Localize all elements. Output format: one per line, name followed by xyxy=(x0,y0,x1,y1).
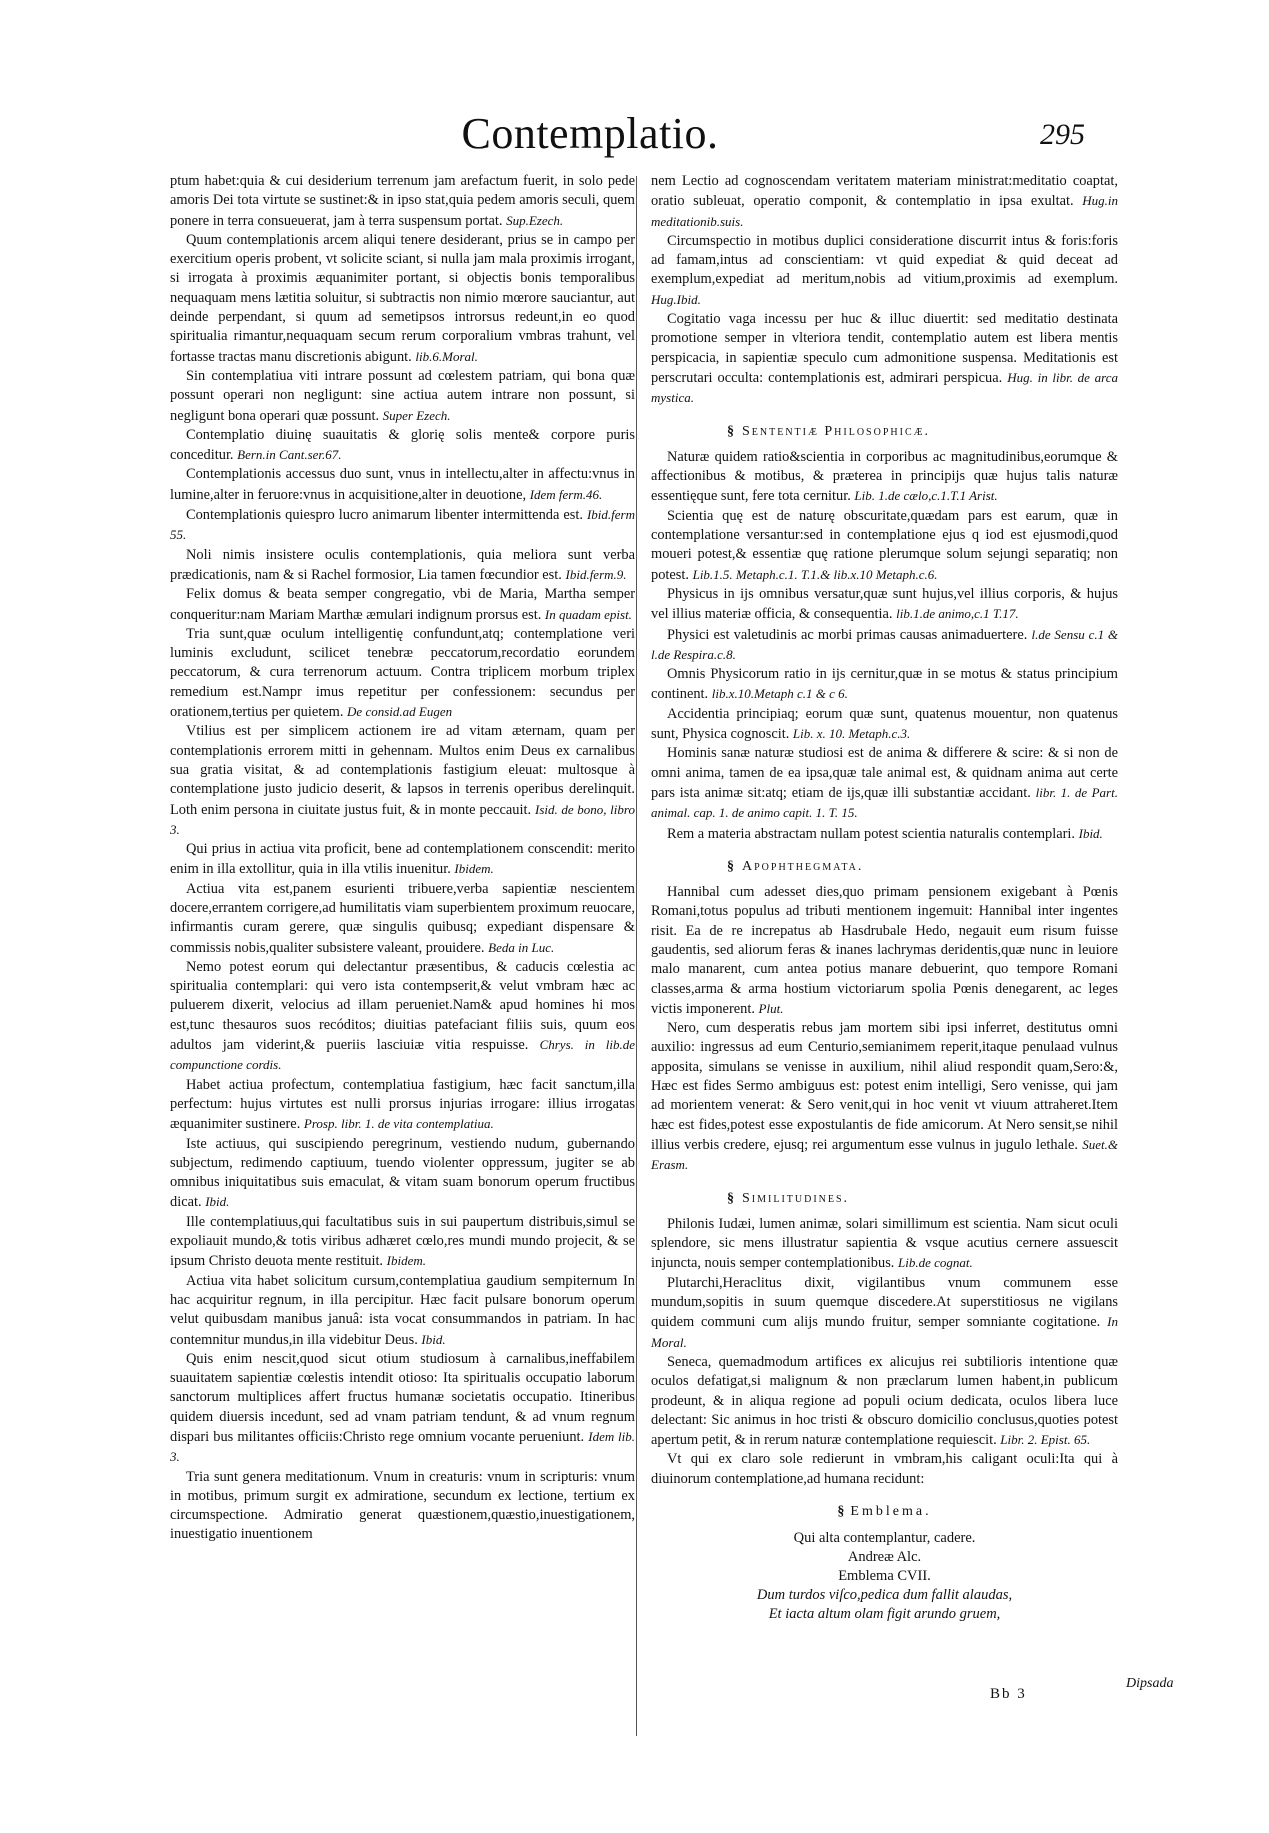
citation: Ibid. xyxy=(421,1331,446,1347)
section-mark-icon: § xyxy=(727,423,734,439)
paragraph-text: Vt qui ex claro sole redierunt in vmbram,his caligant oculi:Ita qui à diuinorum contemplatione,ad humana recidunt: xyxy=(651,1451,1118,1487)
citation: Ibid. xyxy=(1078,825,1103,841)
section xyxy=(651,857,1118,1176)
paragraph xyxy=(651,1274,1118,1353)
paragraph xyxy=(170,1135,635,1213)
citation: Ibid.ferm 55. xyxy=(170,507,635,543)
paragraph xyxy=(651,232,1118,310)
paragraph-text: Noli nimis insistere oculis contemplationis, quia meliora sunt verba prædicationis, nam & si Rachel formosior, Lia tamen fœcundior est. xyxy=(170,546,635,583)
citation: Ibid. xyxy=(205,1194,230,1210)
citation: In quadam epist. xyxy=(544,606,632,622)
section-mark-icon: § xyxy=(727,1190,734,1206)
citation: Suet.& Erasm. xyxy=(651,1136,1118,1173)
paragraph-text: Qui prius in actiua vita proficit, bene ad contemplationem conscendit: merito enim in illa extollitur, quia in illa vtilis inuenitur. xyxy=(170,841,635,878)
citation: libr. 1. de Part. animal. cap. 1. de animo capit. 1. T. 15. xyxy=(651,784,1118,821)
paragraph-text: Quis enim nescit,quod sicut otium studiosum à carnalibus,ineffabilem suauitatem sapientiæ cœlestis intendit otioso: Ita spiritualis occupatio laborum sanctorum multiplices affert fructus humanæ societatis occupatio. Itineribus quidem diuersis incedunt, sed ad vnam patriam tendunt, & ad vnum regnum dispari bus militantes officiis:Christo rege omnium vocante perueniunt. xyxy=(170,1350,635,1445)
paragraph xyxy=(651,1450,1118,1489)
citation: lib.x.10.Metaph c.1 & c 6. xyxy=(711,686,848,702)
paragraph-text: Accidentia principiaq; eorum quæ sunt, quatenus mouentur, non quatenus sunt, Physica cognoscit. xyxy=(651,705,1118,743)
paragraph-text: Physicus in ijs omnibus versatur,quæ sunt hujus,vel illius corporis, & hujus vel illius materiæ officia, & consequentia. xyxy=(651,585,1118,623)
paragraph xyxy=(170,1350,635,1468)
citation: De consid.ad Eugen xyxy=(347,704,453,720)
citation: Chrys. in lib.de compunctione cordis. xyxy=(170,1037,635,1073)
paragraph-text: Vtilius est per simplicem actionem ire ad vitam æternam, quam per contemplationis errorem mitti in gehennam. Multos enim Deus ex carnalibus sua gratia visitat, & ad contemplationis fastigium eleuat: multosque à contemplatione justo judicio deserit, & lapsos in terrenis operibus derelinquit. Loth enim persona in ciuitate justus fuit, & in monte peccauit. xyxy=(170,723,635,818)
section-heading xyxy=(651,857,1118,876)
paragraph-text: Iste actiuus, qui suscipiendo peregrinum, vestiendo nudum, gubernando subjectum, redimendo captiuum, tuendo violenter oppressum, jugiter se ab omnibus iniquitatibus suis emaculat, & vitam suam bonorum operum fructibus dicat. xyxy=(170,1135,635,1211)
citation: Beda in Luc. xyxy=(488,939,555,955)
emblem-heading xyxy=(651,1502,1118,1521)
paragraph xyxy=(170,958,635,1076)
paragraph-text: Tria sunt genera meditationum. Vnum in creaturis: vnum in scripturis: vnum in motibus, primum surgit ex admiratione, secundum ex lectione, tertium ex circumspectione. Admiratio generat quæstionem,quæstio,inuestigationem, inuestigatio inuentionem xyxy=(170,1468,635,1543)
section-heading xyxy=(651,1189,1118,1208)
section xyxy=(651,422,1118,844)
paragraph-text: Hominis sanæ naturæ studiosi est de anima & differere & scire: & si non de omni anima, tamen de ea ipsa,quæ tale animal est, & quidnam anima aut certe pars ista animæ sit:atq; etiam de ijs,quæ illi substantiæ accidant. xyxy=(651,745,1118,801)
paragraph xyxy=(651,1215,1118,1274)
paragraph-text: Rem a materia abstractam nullam potest scientia naturalis contemplari. xyxy=(667,825,1075,842)
paragraph xyxy=(170,1468,635,1545)
section-mark-icon: § xyxy=(727,858,734,874)
citation: Lib. 1.de cælo,c.1.T.1 Arist. xyxy=(854,488,998,504)
paragraph xyxy=(651,1353,1118,1450)
paragraph-text: Cogitatio vaga incessu per huc & illuc diuertit: sed meditatio destinata promotione semper in vlteriora tendit, contemplatio autem est libera mentis perspicacia, in sapientiæ speculo cum admonitione suspensa. Meditationis est perscrutari occulta: contemplationis est, admirari perspicua. xyxy=(651,311,1118,386)
paragraph xyxy=(170,172,635,231)
paragraph xyxy=(651,625,1118,666)
paragraph xyxy=(651,310,1118,408)
citation: In Moral. xyxy=(651,1314,1118,1350)
paragraph xyxy=(651,1019,1118,1175)
paragraph xyxy=(170,1076,635,1135)
paragraph-text: ptum habet:quia & cui desiderium terrenum jam arefactum fuerit, in solo pede amoris Dei tota virtute se sustinet:& in ipso stat,quia pedem amoris seculi, quem ponere in terra consueuerat, jam à terra suspensum portat. xyxy=(170,173,635,229)
citation: Hug.Ibid. xyxy=(651,291,701,307)
citation: Ibidem. xyxy=(386,1253,427,1269)
paragraph xyxy=(170,585,635,625)
citation: lib.6.Moral. xyxy=(415,348,478,364)
paragraph xyxy=(170,367,635,426)
signature-mark: Bb 3 xyxy=(990,1686,1027,1702)
citation: Lib.de cognat. xyxy=(898,1255,973,1271)
paragraph-text: Naturæ quidem ratio&scientia in corporibus ac magnitudinibus,eorumque & affectionibus & motibus, & præterea in principijs quæ hujus talis naturæ essentięque sunt, fere tota cernitur. xyxy=(651,448,1118,505)
paragraph-text: Philonis Iudæi, lumen animæ, solari simillimum est scientia. Nam sicut oculi splendore, sic mens illustratur sapientia & vsque acutius cernere assuescit injuncta, nouis semper contemplationibus. xyxy=(651,1215,1118,1272)
paragraph xyxy=(170,840,635,880)
paragraph xyxy=(651,172,1118,232)
paragraph xyxy=(170,1272,635,1350)
citation: Prosp. libr. 1. de vita contemplatiua. xyxy=(303,1116,494,1132)
paragraph-text: Plutarchi,Heraclitus dixit, vigilantibus vnum communem esse mundum,sopitis in suum quemque discedere.At superstitiosus ne vigilans quidem communi cum alijs mundo fruitur, semper somniante cogitatione. xyxy=(651,1274,1118,1331)
section xyxy=(651,1189,1118,1489)
paragraph xyxy=(651,448,1118,507)
running-title: Contemplatio. xyxy=(461,109,719,158)
citation: Idem lib. 3. xyxy=(170,1429,635,1465)
paragraph xyxy=(170,722,635,840)
paragraph-text: Nero, cum desperatis rebus jam mortem sibi ipsi inferret, destitutus omni auxilio: ingressus ad eum Centurio,semianimem reperit,itaque penulaad vulnus apposita, simulans se venisse in auxilium, nihil aliud respondit quam,Sero:&, Hæc est fides Sermo ambiguus est: potest enim intelligi, Sero venisse, qui jam ad morientem venerat: & Sero venit,qui in hoc venit vt viuum attraheret.Item hæc est fides,potest esse expostulantis de fide amicorum. At Nero sensit,se nihil illius verbis credere, ejusq; rei argumentum esse vulnus in jugulo lethale. xyxy=(651,1020,1118,1153)
emblem-motto: Qui alta contemplantur, cadere. xyxy=(793,1530,976,1547)
paragraph-text: Contemplationis accessus duo sunt, vnus in intellectu,alter in affectu:vnus in lumine,alter in feruore:vnus in acquisitione,alter in deuotione, xyxy=(170,466,635,503)
paragraph xyxy=(170,505,635,546)
paragraph-text: Sin contemplatiua viti intrare possunt ad cœlestem patriam, qui bona quæ possunt operari non negligunt: sine actiua autem intrare non possunt, si negligunt bona operari quæ possunt. xyxy=(170,367,635,424)
paragraph xyxy=(651,824,1118,844)
citation: l.de Sensu c.1 & l.de Respira.c.8. xyxy=(651,626,1119,662)
paragraph-text: Ille contemplatiuus,qui facultatibus suis in sui paupertum distribuis,simul se expoliauit mundo,& totis viribus adhæret cœlo,res mundi mundo projecit, & se ipsum Christo deuota mente restituit. xyxy=(170,1213,635,1270)
emblem-number: Emblema CVII. xyxy=(838,1568,931,1585)
citation: Hug.in meditationib.suis. xyxy=(651,193,1118,229)
catchword: Dipsada xyxy=(1126,1676,1174,1691)
column-divider xyxy=(636,176,637,1736)
citation: Lib. x. 10. Metaph.c.3. xyxy=(792,726,911,742)
paragraph xyxy=(170,625,635,722)
section-heading-text: Sententiæ Philosophicæ. xyxy=(742,423,931,439)
paragraph-text: Nemo potest eorum qui delectantur præsentibus, & caducis cœlestia ac spiritualia contemplari: qui vero ista contempserit,& velut vmbram hæc ac puluerem dixerit, velocius ad illam perueniet.Nam& apud homines hi mos est,tunc thesauros suos recóditos; diuitias patefaciant filiis suis, quum eos adultos jam viderint,& pueriis lasciuiæ vitia respuisse. xyxy=(170,958,635,1054)
paragraph-text: Quum contemplationis arcem aliqui tenere desiderant, prius se in campo per exercitium operis probent, vt solicite sciant, si nulla jam mala proximis irrogant, si irrogata à proximis æquanimiter portant, si objectis bonis temporalibus nequaquam mens lætitia soluitur, si subtractis non nimio mœrore sauciantur, aut deinde perpendant, si quum ad semetipsos introrsus redeunt,in eo quod spiritualia rimantur,nequaquam secum rerum corporalium vmbras trahunt, vel fortasse tractas manu discretionis abigunt. xyxy=(170,231,635,365)
emblem-verse-2: Et iacta altum olam figit arundo gruem, xyxy=(768,1606,1001,1623)
paragraph xyxy=(651,507,1118,585)
left-column xyxy=(170,172,635,1545)
section-heading-text: Apophthegmata. xyxy=(742,858,864,874)
citation: Sup.Ezech. xyxy=(506,212,564,228)
citation: Isid. de bono, libro 3. xyxy=(170,801,635,837)
citation: Ibid.ferm.9. xyxy=(565,566,627,582)
citation: Bern.in Cant.ser.67. xyxy=(237,447,342,463)
section-heading-text: Similitudines. xyxy=(742,1190,850,1206)
section-heading xyxy=(651,422,1118,441)
paragraph xyxy=(651,665,1118,705)
paragraph-text: Tria sunt,quæ oculum intelligentię confundunt,atq; contemplatione veri luminis excludunt, scilicet tenebræ peccatorum,recordatio eorundem peccatorum, & cura terrenorum actuum. Contra triplicem morbum triplex remedium est.Nampr imus repetitur per confessionem: secundus per orationem,tertius per quietem. xyxy=(170,625,635,721)
paragraph xyxy=(170,1213,635,1272)
citation: Libr. 2. Epist. 65. xyxy=(1000,1432,1091,1448)
paragraph-text: Contemplatio diuinę suauitatis & glorię solis mente& corpore puris conceditur. xyxy=(170,426,635,464)
paragraph-text: Omnis Physicorum ratio in ijs cernitur,quæ in se motus & status principium continent. xyxy=(651,666,1118,703)
paragraph-text: Actiua vita habet solicitum cursum,contemplatiua gaudium sempiternum In hac acquiritur regnum, in illa percipitur. Hæc facit pulsare bonorum operum velut quibusdam manibus januâ: ista vocat consummandos in patriam. In hac contemnitur mundus,in illa videbitur Deus. xyxy=(170,1272,635,1348)
right-column-sections xyxy=(651,422,1118,1489)
citation: Super Ezech. xyxy=(382,407,451,423)
paragraph xyxy=(651,585,1118,625)
citation: Ibidem. xyxy=(454,861,494,877)
paragraph xyxy=(170,880,635,958)
paragraph xyxy=(651,744,1118,823)
paragraph-text: Seneca, quemadmodum artifices ex alicujus rei subtilioris intentione quæ oculos defatigat,si malignum & non præclarum lumen habent,in publicum prodeunt, & in aliqua regione ad populi ocium dedicata, oculos libera luce delectant: Sic animus in hoc tristi & obscuro domicilio conclusus,quoties potest apertum petit, & in rerum naturæ contemplatione requiescit. xyxy=(651,1353,1118,1449)
right-column-intro xyxy=(651,172,1118,409)
citation: Lib.1.5. Metaph.c.1. T.1.& lib.x.10 Metaph.c.6. xyxy=(692,566,938,582)
page-number: 295 xyxy=(1040,118,1085,151)
paragraph-text: Hannibal cum adesset dies,quo primam pensionem exigebant à Pœnis Romani,totus populus ad tributi mentionem ingemuit: Hannibal inter ingentes risit. Ea de re increpatus ab Hasdrubale Hedo, negauit eum risum fuisse gaudentis, sed aliorum feras & inanes lachrymas deridentis,quæ nunc in leuiore malo manarent, cum antea potius manare debuerint, quo tempore Romani classes,arma & arma hostium victoriarum spolia Pœnis denegarent, ac leges victis imponerent. xyxy=(651,884,1118,1017)
paragraph xyxy=(170,546,635,586)
citation: Hug. in libr. de arca mystica. xyxy=(651,369,1118,406)
paragraph-text: nem Lectio ad cognoscendam veritatem materiam ministrat:meditatio coaptat, oratio subleuat, operatio componit, & contemplatio in ipsa exultat. xyxy=(651,173,1118,210)
citation: Plut. xyxy=(758,1000,784,1016)
paragraph-text: Physici est valetudinis ac morbi primas causas animaduertere. xyxy=(667,626,1028,643)
paragraph-text: Scientia quę est de naturę obscuritate,quædam pars est earum, quæ in contemplatione versantur:sed in contemplatione ejus q iod est ejusmodi,quod moueri potest,& essentiæ quę ratione plerumque solum sejungi separatiq; non potest. xyxy=(651,507,1118,583)
emblem-block xyxy=(651,1502,1118,1624)
emblem-heading-text: Emblema. xyxy=(850,1504,932,1519)
paragraph xyxy=(170,426,635,466)
section-mark-icon: § xyxy=(837,1504,845,1519)
paragraph-text: Circumspectio in motibus duplici consideratione discurrit intus & foris:foris ad famam,intus ad conscientiam: vt quid expediat & quid deceat ad exemplum,expediat ad meritum,nobis ad vitium,proximis ad exemplum. xyxy=(651,232,1118,288)
paragraph-text: Actiua vita est,panem esurienti tribuere,verba sapientiæ nescientem docere,errantem corrigere,ad humilitatis viam superbientem proximum reuocare, infirmantis curam gerere, quæ singulis quibusq; expediant dispensare & commissis nobis,qualiter subsistere valeant, prouidere. xyxy=(170,880,635,956)
paragraph xyxy=(170,465,635,505)
paragraph xyxy=(651,705,1118,745)
paragraph-text: Habet actiua profectum, contemplatiua fastigium, hæc facit sanctum,illa perfectum: hujus virtutes est nulli prorsus injurias irrogare: illius irrogatas æquanimiter sustinere. xyxy=(170,1076,635,1133)
citation: lib.1.de animo,c.1 T.17. xyxy=(896,606,1019,622)
emblem-author: Andreæ Alc. xyxy=(847,1549,922,1566)
paragraph-text: Felix domus & beata semper congregatio, vbi de Maria, Martha semper conqueritur:nam Mariam Marthæ æmulari indignum prorsus est. xyxy=(170,586,635,623)
paragraph-text: Contemplationis quiespro lucro animarum libenter intermittenda est. xyxy=(186,507,583,524)
paragraph xyxy=(651,883,1118,1019)
right-column xyxy=(651,172,1118,1624)
emblem-verse-1: Dum turdos viſco,pedica dum fallit alaudas, xyxy=(756,1587,1013,1604)
citation: Idem ferm.46. xyxy=(529,486,603,502)
paragraph xyxy=(170,231,635,367)
